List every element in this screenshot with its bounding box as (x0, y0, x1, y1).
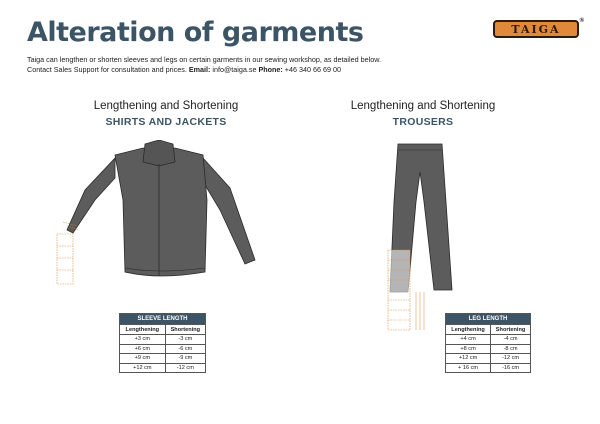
column-header: Lengthening (120, 325, 166, 335)
intro-text (27, 55, 497, 75)
table-row: +12 cm -12 cm (120, 363, 206, 373)
leg-guide-extension (388, 250, 424, 330)
table-row: +9 cm -9 cm (120, 354, 206, 364)
jacket-illustration (55, 140, 265, 300)
column-header: Shortening (165, 325, 205, 335)
leg-table-caption: LEG LENGTH (446, 314, 531, 325)
trousers-heading: Lengthening and Shortening (350, 100, 496, 112)
email-link[interactable]: info@taiga.se (210, 65, 259, 74)
trousers-subheading: TROUSERS (392, 116, 454, 128)
table-row: +8 cm -8 cm (446, 344, 531, 354)
page-title: Alteration of garments (27, 17, 364, 48)
table-row: + 16 cm -16 cm (446, 363, 531, 373)
intro-line-2: Contact Sales Support for consultation and prices. Email: info@taiga.se Phone: +46 340 66 69 00 (27, 65, 341, 74)
email-label: Email: (188, 65, 211, 74)
column-header: Lengthening (446, 325, 491, 335)
sleeve-table-caption: SLEEVE LENGTH (120, 314, 206, 325)
trousers-section-heading (313, 100, 533, 128)
table-row: +4 cm -4 cm (446, 335, 531, 345)
table-row: +6 cm -6 cm (120, 344, 206, 354)
shirts-heading: Lengthening and Shortening (93, 100, 239, 112)
sleeve-length-table (119, 313, 206, 373)
table-row: +12 cm -12 cm (446, 354, 531, 364)
sleeve-guide-extension (57, 222, 79, 284)
column-header: Shortening (491, 325, 531, 335)
shirts-section-heading (56, 100, 276, 128)
leg-length-table (445, 313, 531, 373)
phone-number: +46 340 66 69 00 (282, 65, 341, 74)
table-row: +3 cm -3 cm (120, 335, 206, 345)
phone-label: Phone: (258, 65, 283, 74)
trousers-illustration (380, 142, 460, 337)
shirts-subheading: SHIRTS AND JACKETS (105, 116, 227, 128)
intro-line-1: Taiga can lengthen or shorten sleeves and legs on certain garments in our sewing workshop, as detailed below. (27, 55, 381, 64)
taiga-logo: TAIGA ® (493, 20, 579, 38)
